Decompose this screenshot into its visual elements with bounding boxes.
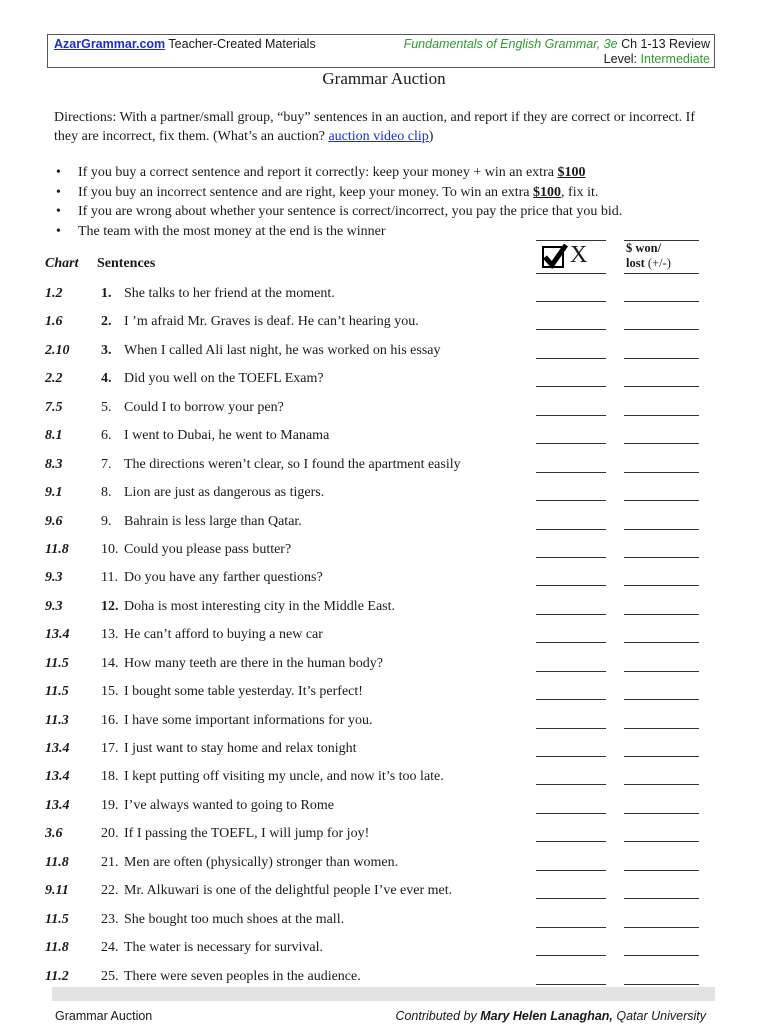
page-title: Grammar Auction xyxy=(322,69,446,88)
chart-ref: 13.4 xyxy=(45,769,70,785)
sentence-text: How many teeth are there in the human body? xyxy=(124,655,383,671)
won-lost-blank[interactable] xyxy=(624,472,699,473)
correct-answer-blank[interactable] xyxy=(536,585,606,586)
sentence-number: 14. xyxy=(101,655,119,671)
site-link[interactable]: AzarGrammar.com xyxy=(54,37,166,51)
rule-item xyxy=(54,183,714,203)
site-suffix: Teacher-Created Materials xyxy=(165,37,316,51)
correct-answer-blank[interactable] xyxy=(536,728,606,729)
sentence-text: Do you have any farther questions? xyxy=(124,570,323,586)
sentence-number: 6. xyxy=(101,428,112,444)
sentence-number: 9. xyxy=(101,513,112,529)
won-lost-blank[interactable] xyxy=(624,585,699,586)
correct-answer-blank[interactable] xyxy=(536,927,606,928)
won-lost-blank[interactable] xyxy=(624,614,699,615)
sentence-text: Doha is most interesting city in the Middle East. xyxy=(124,598,396,614)
affiliation: Qatar University xyxy=(612,1009,706,1023)
correct-answer-blank[interactable] xyxy=(536,301,606,302)
table-row xyxy=(0,881,768,909)
sentence-number: 13. xyxy=(101,627,119,643)
table-row xyxy=(0,796,768,824)
header-book xyxy=(404,37,710,51)
sentence-text: I just want to stay home and relax tonight xyxy=(124,741,357,756)
sentence-number: 1. xyxy=(101,286,112,301)
sentence-number: 11. xyxy=(101,570,118,586)
table-row xyxy=(0,597,768,625)
correct-answer-blank[interactable] xyxy=(536,642,606,643)
correct-answer-blank[interactable] xyxy=(536,614,606,615)
sentence-text: Lion are just as dangerous as tigers. xyxy=(124,485,325,501)
table-row xyxy=(0,284,768,312)
table-row xyxy=(0,426,768,454)
bullet-icon: • xyxy=(56,184,61,200)
sentence-number: 17. xyxy=(101,741,119,756)
rule-text: If you buy an incorrect sentence and are right, keep your money. To win an extra xyxy=(78,184,534,200)
sentence-number: 10. xyxy=(101,541,119,557)
table-row xyxy=(0,540,768,568)
sentence-text: She talks to her friend at the moment. xyxy=(124,286,335,301)
table-row xyxy=(0,512,768,540)
sentence-number: 8. xyxy=(101,485,112,501)
rule-item xyxy=(54,202,714,222)
sentence-number: 3. xyxy=(101,342,112,358)
won-lost-blank[interactable] xyxy=(624,756,699,757)
chart-ref: 13.4 xyxy=(45,797,70,813)
sentence-text: I have some important informations for you. xyxy=(124,712,373,728)
won-lost-blank[interactable] xyxy=(624,443,699,444)
column-header-sentences: Sentences xyxy=(97,256,156,271)
correct-answer-blank[interactable] xyxy=(536,329,606,330)
column-header-won-lost xyxy=(626,241,671,271)
correct-answer-blank[interactable] xyxy=(536,671,606,672)
won-lost-blank[interactable] xyxy=(624,813,699,814)
book-title: Fundamentals of English Grammar, 3e xyxy=(403,37,618,51)
sentence-number: 16. xyxy=(101,712,119,728)
chart-ref: 1.6 xyxy=(45,314,63,330)
won-lost-blank[interactable] xyxy=(624,358,699,359)
sentence-number: 19. xyxy=(101,797,119,813)
sentence-text: Could you please pass butter? xyxy=(124,541,292,557)
won-lost-blank[interactable] xyxy=(624,415,699,416)
chart-ref: 1.2 xyxy=(45,286,63,301)
header-rule xyxy=(536,273,606,274)
table-row xyxy=(0,455,768,483)
table-row xyxy=(0,654,768,682)
sentence-text: He can’t afford to buying a new car xyxy=(124,627,323,643)
won-line2 xyxy=(626,256,671,271)
chart-ref: 11.3 xyxy=(45,712,69,728)
won-lost-blank[interactable] xyxy=(624,841,699,842)
correct-answer-blank[interactable] xyxy=(536,756,606,757)
sentence-text: I ’m afraid Mr. Graves is deaf. He can’t hearing you. xyxy=(124,314,419,330)
chart-ref: 13.4 xyxy=(45,627,70,643)
won-lost-blank[interactable] xyxy=(624,927,699,928)
correct-answer-blank[interactable] xyxy=(536,472,606,473)
won-lost-blank[interactable] xyxy=(624,386,699,387)
credit-prefix: Contributed by xyxy=(395,1009,481,1023)
sentence-text: There were seven peoples in the audience. xyxy=(124,968,361,984)
chart-ref: 8.3 xyxy=(45,456,63,472)
header-rule xyxy=(536,240,606,241)
table-row xyxy=(0,483,768,511)
bullet-icon: • xyxy=(56,204,61,220)
table-row xyxy=(0,682,768,710)
correct-answer-blank[interactable] xyxy=(536,529,606,530)
table-row xyxy=(0,341,768,369)
chart-ref: 11.8 xyxy=(45,940,69,956)
auction-video-link[interactable]: auction video clip xyxy=(328,128,429,144)
incorrect-x-icon: X xyxy=(570,242,588,268)
header-left xyxy=(54,37,316,51)
table-row xyxy=(0,824,768,852)
header-level xyxy=(604,52,710,66)
correct-answer-blank[interactable] xyxy=(536,415,606,416)
chart-ref: 3.6 xyxy=(45,826,63,842)
chart-ref: 11.8 xyxy=(45,854,69,870)
level-value: Intermediate xyxy=(640,52,710,66)
header-rule xyxy=(624,273,699,274)
correct-answer-blank[interactable] xyxy=(536,784,606,785)
sentence-text: Could I to borrow your pen? xyxy=(124,399,284,415)
sentence-number: 22. xyxy=(101,883,119,899)
won-lost-blank[interactable] xyxy=(624,329,699,330)
won-lost-blank[interactable] xyxy=(624,955,699,956)
table-row xyxy=(0,369,768,397)
correct-answer-blank[interactable] xyxy=(536,443,606,444)
chart-ref: 9.6 xyxy=(45,513,63,529)
correct-answer-blank[interactable] xyxy=(536,955,606,956)
rule-text: If you buy a correct sentence and report it correctly: keep your money + win an extra xyxy=(78,165,558,180)
rule-text-end: , fix it. xyxy=(561,184,599,200)
sentence-text: Mr. Alkuwari is one of the delightful people I’ve ever met. xyxy=(124,883,453,899)
bullet-icon: • xyxy=(56,224,61,240)
author-name: Mary Helen Lanaghan, xyxy=(480,1009,613,1023)
sentence-text: She bought too much shoes at the mall. xyxy=(124,911,345,927)
won-lost-blank[interactable] xyxy=(624,301,699,302)
chart-ref: 9.3 xyxy=(45,598,63,614)
sentence-text: The water is necessary for survival. xyxy=(124,940,324,956)
sentence-number: 23. xyxy=(101,911,119,927)
table-row xyxy=(0,398,768,426)
sentence-number: 7. xyxy=(101,456,112,472)
sentence-number: 24. xyxy=(101,940,119,956)
table-row xyxy=(0,767,768,795)
directions-text: Directions: With a partner/small group, “buy” sentences in an auction, and report if they are correct or incorrect. If they are incorrect, fix them. (What’s an auction? xyxy=(54,110,695,144)
won-lost-blank[interactable] xyxy=(624,870,699,871)
chart-ref: 7.5 xyxy=(45,399,63,415)
correct-answer-blank[interactable] xyxy=(536,984,606,985)
header-box xyxy=(47,34,715,68)
won-line1: $ won/ xyxy=(626,241,662,255)
directions xyxy=(54,109,718,146)
correct-answer-blank[interactable] xyxy=(536,386,606,387)
won-lost-blank[interactable] xyxy=(624,500,699,501)
chart-ref: 9.1 xyxy=(45,485,63,501)
sentence-text: I kept putting off visiting my uncle, and now it’s too late. xyxy=(124,769,444,785)
sentence-number: 5. xyxy=(101,399,112,415)
table-row xyxy=(0,625,768,653)
won-lost-blank[interactable] xyxy=(624,557,699,558)
correct-answer-blank[interactable] xyxy=(536,699,606,700)
table-row xyxy=(0,910,768,938)
sentence-text: If I passing the TOEFL, I will jump for joy! xyxy=(124,826,370,842)
rule-item xyxy=(54,222,714,242)
won-lost-blank[interactable] xyxy=(624,784,699,785)
won-lost-label: lost xyxy=(626,256,645,270)
chart-ref: 11.5 xyxy=(45,684,69,700)
footer-bar xyxy=(52,987,715,1001)
sentence-text: I bought some table yesterday. It’s perfect! xyxy=(124,684,363,700)
table-row xyxy=(0,312,768,340)
column-header-chart: Chart xyxy=(45,256,79,271)
sentence-text: I’ve always wanted to going to Rome xyxy=(124,797,334,813)
correct-answer-blank[interactable] xyxy=(536,557,606,558)
rule-text: If you are wrong about whether your sentence is correct/incorrect, you pay the price that you bid. xyxy=(78,204,623,220)
sentence-number: 2. xyxy=(101,314,112,330)
sentence-text: Men are often (physically) stronger than women. xyxy=(124,854,399,870)
footer-title: Grammar Auction xyxy=(55,1009,153,1023)
sentence-number: 4. xyxy=(101,371,112,387)
table-row xyxy=(0,938,768,966)
won-lost-blank[interactable] xyxy=(624,671,699,672)
sentence-number: 15. xyxy=(101,684,119,700)
sentence-number: 12. xyxy=(101,598,119,614)
sentence-text: When I called Ali last night, he was worked on his essay xyxy=(124,342,441,358)
table-row xyxy=(0,739,768,767)
won-lost-blank[interactable] xyxy=(624,642,699,643)
sentence-number: 21. xyxy=(101,854,119,870)
table-row xyxy=(0,711,768,739)
rules-list xyxy=(54,163,714,242)
won-lost-blank[interactable] xyxy=(624,529,699,530)
chart-ref: 11.5 xyxy=(45,911,69,927)
won-lost-suffix: (+/-) xyxy=(644,256,671,270)
rule-amount: $100 xyxy=(533,184,562,200)
won-lost-blank[interactable] xyxy=(624,898,699,899)
chart-ref: 2.2 xyxy=(45,371,63,387)
table-row xyxy=(0,853,768,881)
correct-answer-blank[interactable] xyxy=(536,841,606,842)
chart-ref: 11.5 xyxy=(45,655,69,671)
directions-close: ) xyxy=(428,128,434,144)
footer-credit xyxy=(395,1009,706,1023)
rule-text: The team with the most money at the end is the winner xyxy=(78,224,386,240)
level-label: Level: xyxy=(603,52,641,66)
sentence-table xyxy=(0,284,768,995)
chapter-range: Ch 1-13 Review xyxy=(617,37,710,51)
bullet-icon: • xyxy=(56,165,61,180)
sentence-text: The directions weren’t clear, so I found the apartment easily xyxy=(124,456,461,472)
chart-ref: 9.11 xyxy=(45,883,69,899)
correct-answer-blank[interactable] xyxy=(536,898,606,899)
table-row xyxy=(0,568,768,596)
correct-answer-blank[interactable] xyxy=(536,358,606,359)
sentence-number: 25. xyxy=(101,968,119,984)
chart-ref: 13.4 xyxy=(45,741,70,756)
rule-amount: $100 xyxy=(557,165,586,180)
chart-ref: 11.8 xyxy=(45,541,69,557)
chart-ref: 11.2 xyxy=(45,968,69,984)
won-lost-blank[interactable] xyxy=(624,728,699,729)
chart-ref: 9.3 xyxy=(45,570,63,586)
chart-ref: 8.1 xyxy=(45,428,63,444)
sentence-text: I went to Dubai, he went to Manama xyxy=(124,428,330,444)
sentence-number: 20. xyxy=(101,826,119,842)
won-lost-blank[interactable] xyxy=(624,984,699,985)
correct-answer-blank[interactable] xyxy=(536,870,606,871)
chart-ref: 2.10 xyxy=(45,342,70,358)
correct-answer-blank[interactable] xyxy=(536,500,606,501)
correct-answer-blank[interactable] xyxy=(536,813,606,814)
sentence-text: Bahrain is less large than Qatar. xyxy=(124,513,302,529)
rule-item xyxy=(54,163,714,183)
sentence-number: 18. xyxy=(101,769,119,785)
sentence-text: Did you well on the TOEFL Exam? xyxy=(124,371,324,387)
won-lost-blank[interactable] xyxy=(624,699,699,700)
